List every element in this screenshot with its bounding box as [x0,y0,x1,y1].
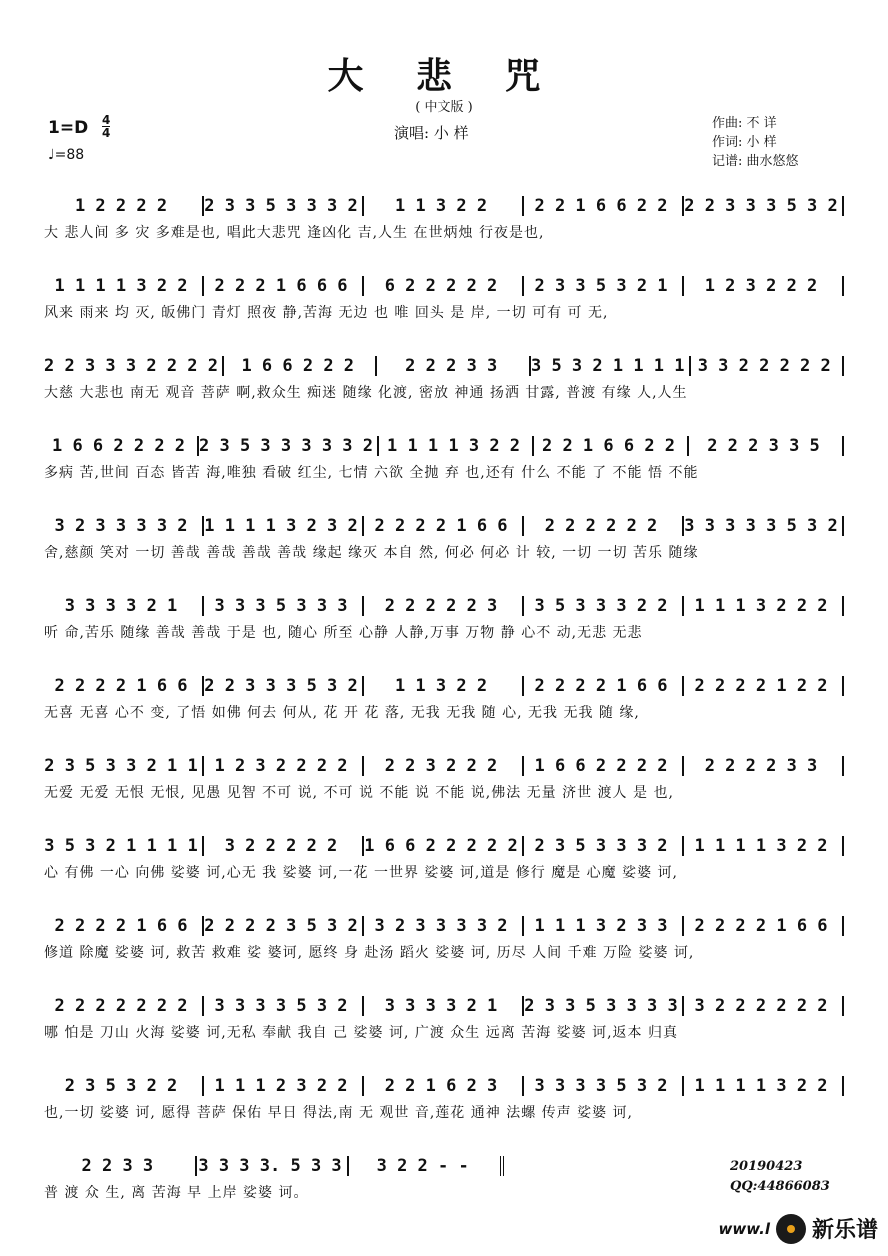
measure [44,356,224,376]
measure [44,676,204,696]
measure-notes: 2 2 2 3 3 5 [707,436,820,456]
measure [689,436,844,456]
notation-line [44,1146,504,1176]
measure-notes: 2 2 1 6 6 2 2 [534,196,668,216]
measure [684,836,844,856]
measure [684,596,844,616]
score-date: 20190423 [730,1159,803,1174]
measure-notes: 3 3 3 3 5 3 2 [534,1076,668,1096]
lyric-line: 心 有佛 一心 向佛 娑婆 诃,心无 我 娑婆 诃,一花 一世界 娑婆 诃,道是 修行 魔是 心魔 娑婆 诃, [44,865,679,881]
time-sig-bottom: 4 [102,126,111,140]
measure-notes: 2 2 3 2 2 2 [384,756,498,776]
notation-line [44,906,844,936]
measure [364,836,524,856]
lyric-line: 大 悲人间 多 灾 多难是也, 唱此大悲咒 逢凶化 吉,人生 在世炳烛 行夜是也, [44,225,545,241]
measure-notes: 2 2 2 2 1 6 6 [54,676,188,696]
measure-notes: 3 5 3 2 1 1 1 1 [530,356,685,376]
measure [204,516,364,536]
measure-notes: 2 2 2 2 1 2 2 [694,676,828,696]
measure [524,676,684,696]
version-subtitle: ( 中文版 ) [415,100,473,115]
measure [204,676,364,696]
measure [684,196,844,216]
score-row [44,266,844,322]
measure-notes: 1 1 1 3 2 2 2 [694,596,828,616]
measure-notes: 3 3 3 3 2 1 [384,996,498,1016]
measure [377,356,530,376]
notation-line [44,746,844,776]
record-disc-icon [776,1214,806,1244]
measure [44,756,204,776]
score-row [44,906,844,962]
lyricist-credit: 作词: 小 样 [712,135,777,150]
tempo-marking: ♩=88 [48,147,85,163]
measure-notes: 6 2 2 2 2 2 [384,276,498,296]
measure [524,276,684,296]
composer-credit: 作曲: 不 详 [712,116,777,131]
measure [44,596,204,616]
measure-notes: 1 1 1 2 3 2 2 [214,1076,348,1096]
measure-notes: 3 2 2 - - [376,1156,469,1176]
lyric-line: 大慈 大悲也 南无 观音 菩萨 啊,救众生 痴迷 随缘 化渡, 密放 神通 扬洒 甘露, 普渡 有缘 人,人生 [44,385,688,401]
notation-line [44,426,844,456]
measure-notes: 1 2 3 2 2 2 2 [214,756,348,776]
measure [44,196,204,216]
notation-line [44,1066,844,1096]
lyric-line: 多病 苦,世间 百态 皆苦 海,唯独 看破 红尘, 七情 六欲 全抛 弃 也,还有 什么 不能 了 不能 悟 不能 [44,465,699,481]
notation-line [44,186,844,216]
lyric-line: 听 命,苦乐 随缘 善哉 善哉 于是 也, 随心 所至 心静 人静,万事 万物 静 心不 动,无悲 无悲 [44,625,643,641]
measure-notes: 1 1 1 3 2 3 3 [534,916,668,936]
notation-line [44,266,844,296]
measure-notes: 3 3 3 3 2 1 [64,596,178,616]
measure-notes: 2 2 2 3 3 [405,356,498,376]
measure-notes: 2 2 3 3 [81,1156,154,1176]
measure-notes: 2 3 5 3 2 2 [64,1076,178,1096]
measure-notes: 2 2 1 6 6 2 2 [541,436,676,456]
measure-notes: 1 6 6 2 2 2 [241,356,355,376]
measure-notes: 2 2 2 2 2 2 [544,516,658,536]
measure-notes: 2 2 2 2 1 6 6 [374,516,508,536]
measure [524,836,684,856]
measure [44,996,204,1016]
measure [44,276,204,296]
measure [224,356,377,376]
measure [364,1076,524,1096]
measure-notes: 1 6 6 2 2 2 2 [534,756,668,776]
measure-notes: 1 1 1 1 3 2 2 [386,436,521,456]
measure [364,516,524,536]
measure-notes: 2 2 2 1 6 6 6 [214,276,348,296]
score-row [44,1066,844,1122]
measure [364,196,524,216]
measure [197,1156,350,1176]
measure [204,916,364,936]
notation-line [44,666,844,696]
measure [379,436,534,456]
measure [524,196,684,216]
measure-notes: 1 6 6 2 2 2 2 [51,436,186,456]
notation-line [44,506,844,536]
measure-notes: 2 2 3 3 3 5 3 2 [204,676,358,696]
measure [44,436,199,456]
measure [534,436,689,456]
measure [691,356,844,376]
measure-notes: 2 2 2 2 1 6 6 [534,676,668,696]
measure-notes: 1 2 2 2 2 [74,196,168,216]
measure-notes: 3 2 2 2 2 2 2 [694,996,828,1016]
measure [44,1156,197,1176]
measure-notes: 1 1 1 1 3 2 2 [54,276,188,296]
measure [364,596,524,616]
lyric-line: 哪 怕是 刀山 火海 娑婆 诃,无私 奉献 我自 己 娑婆 诃, 广渡 众生 远离 苦海 娑婆 诃,返本 归真 [44,1025,679,1041]
measure [364,276,524,296]
score-row [44,586,844,642]
score-row [44,346,844,402]
measure [204,1076,364,1096]
measure-notes: 3 2 3 3 3 3 2 [54,516,188,536]
measure [684,276,844,296]
measure [364,916,524,936]
measure-notes: 2 3 3 5 3 2 1 [534,276,668,296]
measure [44,516,204,536]
measure [204,596,364,616]
measure [684,916,844,936]
measure [44,1076,204,1096]
measure [524,996,684,1016]
score-row [44,826,844,882]
measure-notes: 2 2 3 3 3 5 3 2 [684,196,838,216]
measure-notes: 1 1 3 2 2 [394,676,488,696]
measure [204,756,364,776]
score-row [44,426,844,482]
measure [524,596,684,616]
measure-notes: 2 2 2 2 1 6 6 [54,916,188,936]
measure [364,756,524,776]
measure-notes: 1 6 6 2 2 2 2 2 [364,836,518,856]
measure-notes: 1 2 3 2 2 2 [704,276,818,296]
measure [524,1076,684,1096]
measure [684,996,844,1016]
transcriber-credit: 记谱: 曲水悠悠 [712,154,799,169]
measure-notes: 3 3 3 5 3 3 3 [214,596,348,616]
footer-info [730,1157,830,1197]
time-signature [102,114,110,139]
score-row [44,746,844,802]
measure [44,916,204,936]
measure-notes: 3 2 2 2 2 2 [224,836,338,856]
score-row [44,986,844,1042]
measure-notes: 2 2 1 6 2 3 [384,1076,498,1096]
measure [364,676,524,696]
measure-notes: 3 3 3 3. 5 3 3 [198,1156,342,1176]
measure-notes: 1 1 1 1 3 2 2 [694,1076,828,1096]
score-row [44,186,844,242]
measure-notes: 2 3 3 5 3 3 3 3 [524,996,678,1016]
singer-credit: 演唱: 小 样 [394,124,469,142]
time-sig-top: 4 [102,113,111,127]
score-row [44,506,844,562]
site-watermark [719,1213,878,1244]
lyric-line: 舍,慈颜 笑对 一切 善哉 善哉 善哉 善哉 缘起 缘灭 本自 然, 何必 何必 计 较, 一切 一切 苦乐 随缘 [44,545,699,561]
lyric-line: 也,一切 娑婆 诃, 愿得 菩萨 保佑 早日 得法,南 无 观世 音,莲花 通神 法螺 传声 娑婆 诃, [44,1105,634,1121]
measure [204,196,364,216]
measure-notes: 2 2 2 2 2 2 2 [54,996,188,1016]
notation-line [44,826,844,856]
measure-notes: 2 2 2 2 3 3 [704,756,818,776]
measure-notes: 3 5 3 2 1 1 1 1 [44,836,198,856]
measure-notes: 3 3 3 3 3 5 3 2 [684,516,838,536]
notation-line [44,986,844,1016]
lyric-line: 无喜 无喜 心不 变, 了悟 如佛 何去 何从, 花 开 花 落, 无我 无我 随 心, 无我 无我 随 缘, [44,705,640,721]
measure-notes: 1 1 3 2 2 [394,196,488,216]
measure-notes: 1 1 1 1 3 2 2 [694,836,828,856]
measure [684,676,844,696]
measure [684,756,844,776]
song-title: 大 悲 咒 [327,56,561,97]
lyric-line: 风来 雨来 均 灭, 皈佛门 青灯 照夜 静,苦海 无边 也 唯 回头 是 岸, 一切 可有 可 无, [44,305,609,321]
watermark-url: www.l [718,1219,770,1238]
measure-notes: 2 2 2 2 1 6 6 [694,916,828,936]
credits-block [712,114,799,171]
lyric-line: 修道 除魔 娑婆 诃, 救苦 救难 娑 婆诃, 愿终 身 赴汤 蹈火 娑婆 诃, 历尽 人间 千难 万险 娑婆 诃, [44,945,695,961]
key-signature: 1=D [48,118,89,138]
watermark-brand: 新乐谱 [811,1218,878,1243]
measure [524,916,684,936]
lyric-line: 普 渡 众 生, 离 苦海 早 上岸 娑婆 诃。 [44,1185,309,1201]
measure-notes: 2 3 5 3 3 3 3 3 2 [199,436,373,456]
measure-notes: 3 5 3 3 3 2 2 [534,596,668,616]
measure [349,1156,504,1176]
measure-notes: 3 3 2 2 2 2 2 [697,356,831,376]
measure [204,996,364,1016]
lyric-line: 无爱 无爱 无恨 无恨, 见愚 见智 不可 说, 不可 说 不能 说 不能 说,佛法 无量 济世 渡人 是 也, [44,785,674,801]
measure-notes: 3 2 3 3 3 3 2 [374,916,508,936]
score-row [44,666,844,722]
measure-notes: 2 3 3 5 3 3 3 2 [204,196,358,216]
measure [684,1076,844,1096]
measure [524,516,684,536]
measure-notes: 3 3 3 3 5 3 2 [214,996,348,1016]
measure [44,836,204,856]
notation-line [44,346,844,376]
measure [204,836,364,856]
measure-notes: 1 1 1 1 3 2 3 2 [204,516,358,536]
measure-notes: 2 2 2 2 2 3 [384,596,498,616]
measure [524,756,684,776]
measure-notes: 2 2 3 3 3 2 2 2 2 [44,356,218,376]
measure-notes: 2 3 5 3 3 3 2 [534,836,668,856]
measure [204,276,364,296]
measure-notes: 2 3 5 3 3 2 1 1 [44,756,198,776]
measure [531,356,691,376]
measure [364,996,524,1016]
score-row [44,1146,504,1202]
notation-line [44,586,844,616]
measure-notes: 2 2 2 2 3 5 3 2 [204,916,358,936]
contact-qq: QQ:44866083 [730,1179,830,1194]
measure [684,516,844,536]
measure [199,436,379,456]
